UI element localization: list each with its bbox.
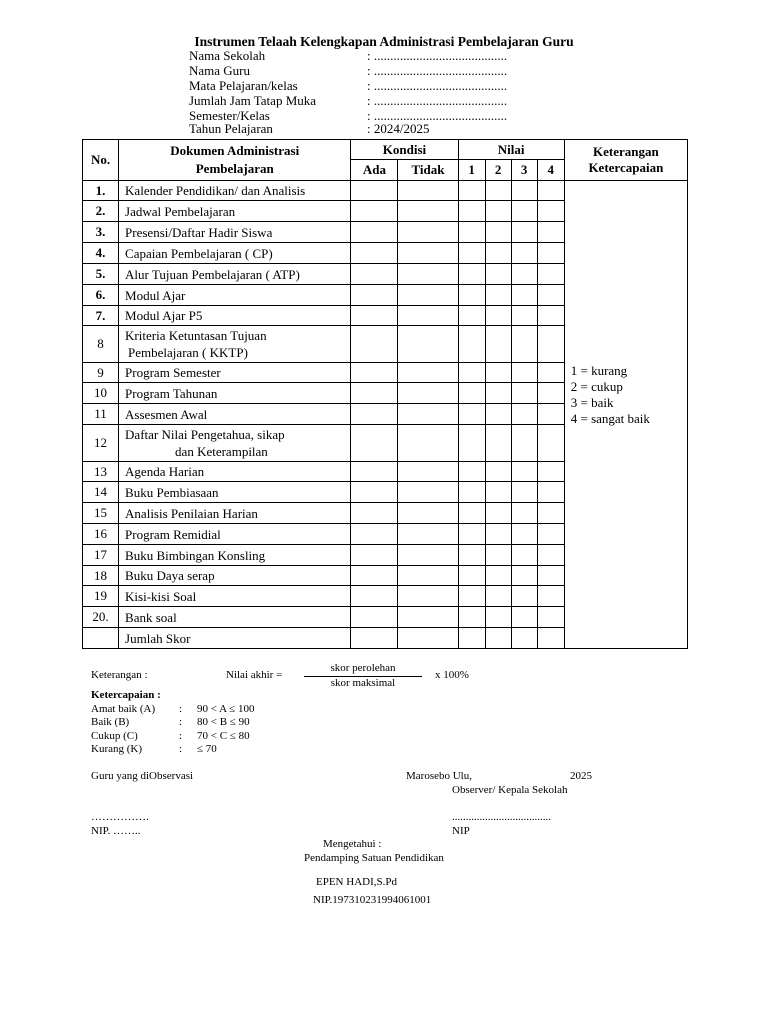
row-number: 4. (83, 243, 119, 264)
row-document: Bank soal (119, 607, 351, 628)
cell-nilai-3[interactable] (511, 243, 537, 264)
row-document: Program Remidial (119, 524, 351, 545)
grade-range: 80 < B ≤ 90 (197, 716, 250, 728)
grade-sep: : (179, 703, 183, 715)
header-ada: Ada (351, 160, 398, 181)
field-label: Nama Sekolah (189, 48, 266, 63)
field-label: Nama Guru (189, 63, 251, 78)
cell-nilai-3[interactable] (511, 222, 537, 243)
cell-nilai-1[interactable] (458, 482, 485, 503)
row-document: Assesmen Awal (119, 404, 351, 425)
cell-nilai-2[interactable] (485, 326, 511, 363)
row-document (119, 326, 351, 363)
ket-line: 3 = baik (570, 395, 614, 410)
guru-observed-label: Guru yang diObservasi (91, 770, 194, 782)
field-value: : ......................................... (367, 93, 508, 108)
cell-nilai-2[interactable] (485, 586, 511, 607)
cell-ada[interactable] (351, 503, 398, 524)
cell-tidak[interactable] (398, 404, 458, 425)
cell-tidak[interactable] (398, 243, 458, 264)
cell-nilai-4[interactable] (537, 425, 564, 462)
row-document: Buku Bimbingan Konsling (119, 545, 351, 566)
cell-nilai-3[interactable] (511, 566, 537, 586)
cell-ada[interactable] (351, 628, 398, 649)
ketercapaian-heading: Ketercapaian : (91, 689, 161, 701)
mengetahui-label: Mengetahui : (323, 838, 382, 850)
document-title: Instrumen Telaah Kelengkapan Administrasi Pembelajaran Guru (194, 34, 574, 49)
cell-nilai-4[interactable] (537, 383, 564, 404)
row-number: 20. (83, 607, 119, 628)
nip-left: NIP. …….. (91, 825, 141, 837)
cell-tidak[interactable] (398, 628, 458, 649)
cell-ada[interactable] (351, 201, 398, 222)
row-document (119, 425, 351, 462)
cell-tidak[interactable] (398, 607, 458, 628)
cell-nilai-3[interactable] (511, 462, 537, 482)
cell-tidak[interactable] (398, 566, 458, 586)
cell-tidak[interactable] (398, 222, 458, 243)
cell-nilai-3[interactable] (511, 628, 537, 649)
cell-nilai-4[interactable] (537, 243, 564, 264)
cell-nilai-3[interactable] (511, 524, 537, 545)
year-label: 2025 (570, 770, 592, 782)
signer-nip: NIP.197310231994061001 (313, 894, 432, 906)
cell-nilai-4[interactable] (537, 181, 564, 201)
cell-tidak[interactable] (398, 524, 458, 545)
row-document: Presensi/Daftar Hadir Siswa (119, 222, 351, 243)
row-number: 10 (83, 383, 119, 404)
cell-nilai-3[interactable] (511, 326, 537, 363)
cell-nilai-3[interactable] (511, 306, 537, 326)
row-document: Modul Ajar (119, 285, 351, 306)
cell-nilai-2[interactable] (485, 383, 511, 404)
cell-tidak[interactable] (398, 482, 458, 503)
cell-nilai-4[interactable] (537, 503, 564, 524)
cell-nilai-1[interactable] (458, 306, 485, 326)
cell-nilai-1[interactable] (458, 243, 485, 264)
row-document-line1: Kriteria Ketuntasan Tujuan (125, 328, 267, 343)
cell-nilai-3[interactable] (511, 285, 537, 306)
cell-nilai-4[interactable] (537, 566, 564, 586)
row-number: 19 (83, 586, 119, 607)
cell-nilai-1[interactable] (458, 566, 485, 586)
cell-nilai-4[interactable] (537, 285, 564, 306)
cell-nilai-3[interactable] (511, 383, 537, 404)
cell-nilai-1[interactable] (458, 264, 485, 285)
field-label: Semester/Kelas (189, 108, 270, 123)
row-document: Jumlah Skor (119, 628, 351, 649)
row-document-line2: dan Keterampilan (175, 444, 268, 459)
row-document: Agenda Harian (119, 462, 351, 482)
cell-nilai-4[interactable] (537, 462, 564, 482)
cell-nilai-4[interactable] (537, 607, 564, 628)
cell-nilai-4[interactable] (537, 264, 564, 285)
cell-tidak[interactable] (398, 326, 458, 363)
cell-nilai-1[interactable] (458, 383, 485, 404)
header-kondisi: Kondisi (351, 140, 458, 160)
cell-nilai-2[interactable] (485, 462, 511, 482)
cell-tidak[interactable] (398, 285, 458, 306)
cell-nilai-1[interactable] (458, 326, 485, 363)
cell-nilai-1[interactable] (458, 404, 485, 425)
row-document: Buku Daya serap (119, 566, 351, 586)
cell-nilai-2[interactable] (485, 222, 511, 243)
cell-nilai-1[interactable] (458, 181, 485, 201)
row-document-line1: Daftar Nilai Pengetahua, sikap (125, 427, 285, 442)
grade-sep: : (179, 716, 183, 728)
cell-nilai-2[interactable] (485, 363, 511, 383)
grade-label: Cukup (C) (91, 730, 138, 742)
grade-range: 70 < C ≤ 80 (197, 730, 250, 742)
row-document: Jadwal Pembelajaran (119, 201, 351, 222)
row-document: Kisi-kisi Soal (119, 586, 351, 607)
row-document: Kalender Pendidikan/ dan Analisis (119, 181, 351, 201)
cell-nilai-4[interactable] (537, 586, 564, 607)
cell-nilai-1[interactable] (458, 425, 485, 462)
header-keterangan-line2: Ketercapaian (588, 160, 664, 175)
cell-nilai-2[interactable] (485, 181, 511, 201)
place-label: Marosebo Ulu, (406, 770, 472, 782)
signature-line-right: .................................... (452, 811, 551, 823)
header-nilai-1: 1 (458, 160, 485, 181)
cell-tidak[interactable] (398, 545, 458, 566)
row-document-line2: Pembelajaran ( KKTP) (128, 345, 248, 360)
cell-ada[interactable] (351, 524, 398, 545)
cell-ada[interactable] (351, 586, 398, 607)
cell-nilai-2[interactable] (485, 524, 511, 545)
ket-line: 4 = sangat baik (570, 411, 650, 426)
cell-ada[interactable] (351, 306, 398, 326)
row-number (83, 628, 119, 649)
cell-nilai-3[interactable] (511, 425, 537, 462)
cell-tidak[interactable] (398, 586, 458, 607)
header-no: No. (83, 140, 119, 181)
cell-tidak[interactable] (398, 383, 458, 404)
row-document: Modul Ajar P5 (119, 306, 351, 326)
pendamping-label: Pendamping Satuan Pendidikan (304, 852, 444, 864)
cell-nilai-2[interactable] (485, 306, 511, 326)
cell-tidak[interactable] (398, 462, 458, 482)
cell-nilai-4[interactable] (537, 545, 564, 566)
cell-nilai-2[interactable] (485, 503, 511, 524)
cell-nilai-2[interactable] (485, 201, 511, 222)
cell-nilai-1[interactable] (458, 285, 485, 306)
row-number: 5. (83, 264, 119, 285)
cell-nilai-4[interactable] (537, 222, 564, 243)
cell-nilai-3[interactable] (511, 545, 537, 566)
cell-tidak[interactable] (398, 201, 458, 222)
cell-nilai-4[interactable] (537, 306, 564, 326)
cell-nilai-2[interactable] (485, 545, 511, 566)
keterangan-cell (564, 181, 687, 649)
cell-ada[interactable] (351, 383, 398, 404)
cell-nilai-4[interactable] (537, 404, 564, 425)
grade-range: ≤ 70 (197, 743, 217, 755)
cell-ada[interactable] (351, 222, 398, 243)
field-value: : ......................................... (367, 78, 508, 93)
cell-nilai-1[interactable] (458, 545, 485, 566)
cell-nilai-1[interactable] (458, 607, 485, 628)
cell-nilai-1[interactable] (458, 503, 485, 524)
cell-nilai-2[interactable] (485, 607, 511, 628)
cell-ada[interactable] (351, 425, 398, 462)
cell-nilai-3[interactable] (511, 201, 537, 222)
row-number: 6. (83, 285, 119, 306)
row-number: 16 (83, 524, 119, 545)
cell-ada[interactable] (351, 181, 398, 201)
cell-nilai-2[interactable] (485, 285, 511, 306)
row-document: Buku Pembiasaan (119, 482, 351, 503)
cell-nilai-2[interactable] (485, 482, 511, 503)
field-label: Jumlah Jam Tatap Muka (189, 93, 317, 108)
header-keterangan (564, 140, 687, 181)
header-document-line2: Pembelajaran (195, 161, 274, 176)
field-value: : ......................................... (367, 48, 508, 63)
cell-nilai-4[interactable] (537, 363, 564, 383)
row-number: 1. (83, 181, 119, 201)
cell-ada[interactable] (351, 243, 398, 264)
cell-nilai-1[interactable] (458, 462, 485, 482)
cell-nilai-3[interactable] (511, 404, 537, 425)
cell-nilai-1[interactable] (458, 363, 485, 383)
grade-label: Kurang (K) (91, 743, 143, 755)
row-number: 12 (83, 425, 119, 462)
header-nilai: Nilai (458, 140, 564, 160)
field-value: : ......................................... (367, 108, 508, 123)
cell-ada[interactable] (351, 545, 398, 566)
row-document: Analisis Penilaian Harian (119, 503, 351, 524)
cell-tidak[interactable] (398, 264, 458, 285)
header-document (119, 140, 351, 181)
cell-nilai-1[interactable] (458, 222, 485, 243)
cell-nilai-2[interactable] (485, 404, 511, 425)
row-number: 3. (83, 222, 119, 243)
row-number: 7. (83, 306, 119, 326)
header-document-line1: Dokumen Administrasi (170, 143, 300, 158)
cell-ada[interactable] (351, 462, 398, 482)
row-document: Program Semester (119, 363, 351, 383)
observer-label: Observer/ Kepala Sekolah (452, 784, 568, 796)
cell-nilai-3[interactable] (511, 264, 537, 285)
cell-tidak[interactable] (398, 425, 458, 462)
cell-nilai-4[interactable] (537, 482, 564, 503)
cell-nilai-4[interactable] (537, 201, 564, 222)
row-document: Capaian Pembelajaran ( CP) (119, 243, 351, 264)
cell-nilai-2[interactable] (485, 425, 511, 462)
cell-nilai-1[interactable] (458, 524, 485, 545)
cell-nilai-2[interactable] (485, 566, 511, 586)
keterangan-label: Keterangan : (91, 669, 148, 681)
ket-line: 2 = cukup (570, 379, 623, 394)
row-number: 17 (83, 545, 119, 566)
row-number: 15 (83, 503, 119, 524)
header-nilai-2: 2 (485, 160, 511, 181)
cell-nilai-2[interactable] (485, 628, 511, 649)
cell-ada[interactable] (351, 363, 398, 383)
grade-label: Baik (B) (91, 716, 130, 728)
assessment-table (82, 139, 688, 649)
cell-ada[interactable] (351, 607, 398, 628)
header-tidak: Tidak (398, 160, 458, 181)
cell-nilai-4[interactable] (537, 326, 564, 363)
field-label: Tahun Pelajaran (189, 121, 273, 136)
row-number: 2. (83, 201, 119, 222)
signer-name: EPEN HADI,S.Pd (316, 876, 397, 888)
nip-right: NIP (452, 825, 470, 837)
table-row (83, 181, 688, 201)
row-number: 11 (83, 404, 119, 425)
cell-nilai-3[interactable] (511, 482, 537, 503)
row-number: 18 (83, 566, 119, 586)
header-nilai-3: 3 (511, 160, 537, 181)
header-keterangan-line1: Keterangan (593, 144, 659, 159)
cell-nilai-4[interactable] (537, 628, 564, 649)
formula-denominator: skor maksimal (330, 677, 396, 689)
grade-range: 90 < A ≤ 100 (197, 703, 255, 715)
cell-nilai-4[interactable] (537, 524, 564, 545)
cell-nilai-1[interactable] (458, 628, 485, 649)
cell-ada[interactable] (351, 285, 398, 306)
cell-nilai-2[interactable] (485, 264, 511, 285)
cell-nilai-3[interactable] (511, 607, 537, 628)
cell-tidak[interactable] (398, 306, 458, 326)
row-number: 8 (83, 326, 119, 363)
header-nilai-4: 4 (537, 160, 564, 181)
cell-tidak[interactable] (398, 503, 458, 524)
field-label: Mata Pelajaran/kelas (189, 78, 298, 93)
formula-multiplier: x 100% (435, 669, 469, 681)
cell-nilai-3[interactable] (511, 586, 537, 607)
cell-nilai-2[interactable] (485, 243, 511, 264)
cell-tidak[interactable] (398, 363, 458, 383)
cell-nilai-1[interactable] (458, 201, 485, 222)
row-number: 13 (83, 462, 119, 482)
row-document: Program Tahunan (119, 383, 351, 404)
cell-ada[interactable] (351, 482, 398, 503)
cell-ada[interactable] (351, 404, 398, 425)
row-document: Alur Tujuan Pembelajaran ( ATP) (119, 264, 351, 285)
row-number: 14 (83, 482, 119, 503)
cell-ada[interactable] (351, 566, 398, 586)
row-number: 9 (83, 363, 119, 383)
grade-label: Amat baik (A) (91, 703, 156, 715)
cell-nilai-3[interactable] (511, 181, 537, 201)
ket-line: 1 = kurang (570, 363, 628, 378)
cell-nilai-3[interactable] (511, 363, 537, 383)
formula-numerator: skor perolehan (330, 662, 396, 674)
signature-line-left: ……………. (91, 811, 149, 823)
cell-ada[interactable] (351, 264, 398, 285)
field-value: : 2024/2025 (367, 121, 430, 136)
cell-nilai-1[interactable] (458, 586, 485, 607)
cell-ada[interactable] (351, 326, 398, 363)
cell-nilai-3[interactable] (511, 503, 537, 524)
field-value: : ......................................... (367, 63, 508, 78)
nilai-akhir-label: Nilai akhir = (226, 669, 283, 681)
grade-sep: : (179, 730, 183, 742)
cell-tidak[interactable] (398, 181, 458, 201)
grade-sep: : (179, 743, 183, 755)
